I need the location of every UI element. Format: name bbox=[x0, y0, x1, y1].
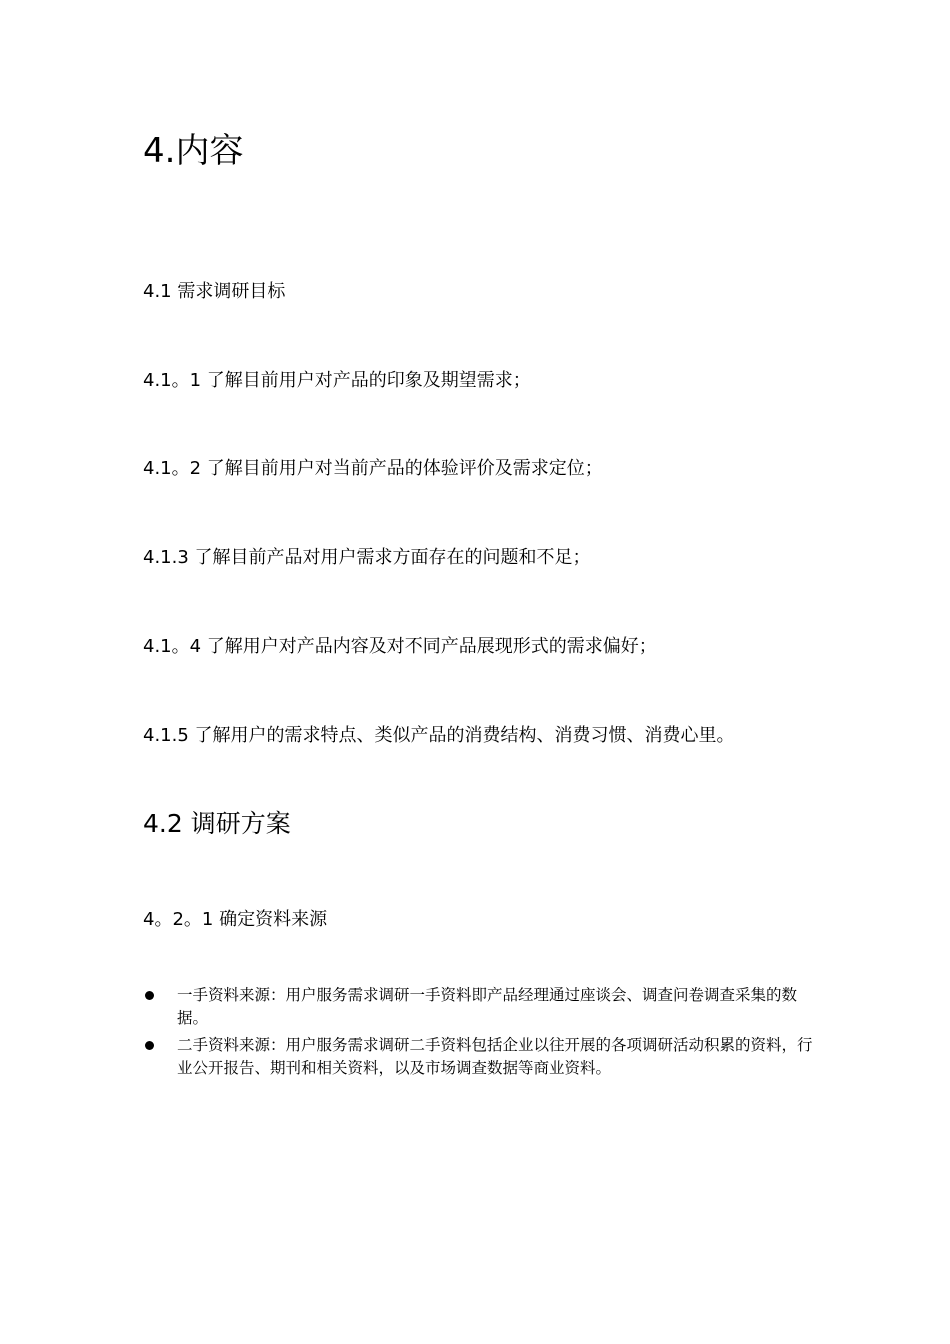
section-4-2-title: 4.2 调研方案 bbox=[143, 809, 291, 838]
source-bullet-list bbox=[143, 984, 815, 1084]
objective-item-5: 4.1.5 了解用户的需求特点、类似产品的消费结构、消费习惯、消费心里。 bbox=[143, 725, 735, 746]
section-4-2-1-title: 4。2。1 确定资料来源 bbox=[143, 909, 328, 930]
objective-item-1: 4.1。1 了解目前用户对产品的印象及期望需求； bbox=[143, 370, 531, 391]
heading-main: 4.内容 bbox=[143, 131, 244, 171]
list-item bbox=[143, 984, 815, 1030]
bullet-dot-icon bbox=[145, 1041, 154, 1050]
objective-item-3: 4.1.3 了解目前产品对用户需求方面存在的问题和不足； bbox=[143, 547, 591, 568]
bullet-text: 二手资料来源：用户服务需求调研二手资料包括企业以往开展的各项调研活动积累的资料，行业公开报告、期刊和相关资料，以及市场调查数据等商业资料。 bbox=[177, 1036, 813, 1077]
objective-item-4: 4.1。4 了解用户对产品内容及对不同产品展现形式的需求偏好； bbox=[143, 636, 657, 657]
section-4-1-title: 4.1 需求调研目标 bbox=[143, 281, 286, 302]
bullet-dot-icon bbox=[145, 991, 154, 1000]
objective-item-2: 4.1。2 了解目前用户对当前产品的体验评价及需求定位； bbox=[143, 458, 603, 479]
list-item bbox=[143, 1034, 815, 1080]
bullet-text: 一手资料来源：用户服务需求调研一手资料即产品经理通过座谈会、调查问卷调查采集的数据。 bbox=[177, 986, 798, 1027]
